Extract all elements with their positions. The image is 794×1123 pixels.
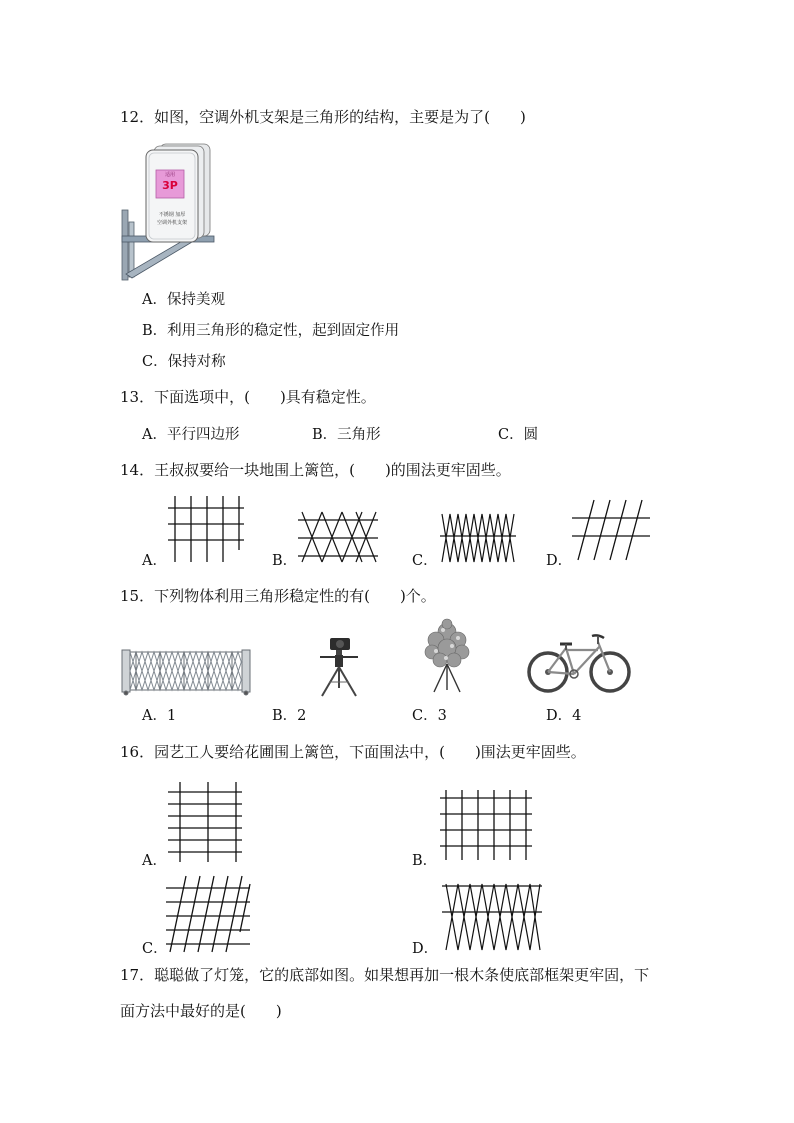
q14-stem: 14．王叔叔要给一块地围上篱笆，( )的围法更牢固些。 — [120, 461, 511, 479]
retractable-gate-image — [120, 642, 252, 696]
ac-badge-main-text: 3P — [162, 179, 178, 192]
q16-option-a: A． — [142, 853, 167, 869]
q15-stem: 15．下列物体利用三角形稳定性的有( )个。 — [120, 587, 436, 605]
q15-option-d: D．4 — [546, 708, 582, 724]
q14-fence-b-cross-triangles — [296, 506, 380, 566]
q16-fence-b-square-grid — [438, 788, 534, 862]
ac-caption-line2: 空调外机支架 — [156, 220, 187, 226]
q14-option-d: D． — [546, 553, 573, 569]
q12-option-c: C．保持对称 — [142, 354, 226, 370]
q15-option-b: B．2 — [272, 708, 307, 724]
q16-stem: 16．园艺工人要给花圃围上篱笆，下面围法中，( )围法更牢固些。 — [120, 743, 586, 761]
q16-option-b: B． — [412, 853, 438, 869]
ac-bracket-image — [120, 140, 220, 282]
flower-stand-image — [422, 618, 472, 694]
q12-stem: 12．如图，空调外机支架是三角形的结构，主要是为了( ) — [120, 108, 526, 126]
q15-option-c: C．3 — [412, 708, 447, 724]
q16-fence-a-horizontal-slats — [164, 780, 246, 864]
q12-option-a: A．保持美观 — [142, 292, 225, 308]
q12-option-b: B．利用三角形的稳定性，起到固定作用 — [142, 323, 400, 339]
bicycle-image — [526, 630, 632, 696]
q13-option-b: B．三角形 — [312, 427, 381, 443]
q16-option-d: D． — [412, 941, 439, 957]
q17-stem-line2: 面方法中最好的是( ) — [120, 1002, 282, 1020]
q13-option-a: A．平行四边形 — [142, 427, 240, 443]
q13-option-c: C．圆 — [498, 427, 539, 443]
q16-fence-d-triangle-lattice — [440, 878, 544, 954]
q14-option-a: A． — [142, 553, 167, 569]
q14-fence-c-zigzag — [438, 510, 518, 566]
q13-stem: 13．下面选项中，( )具有稳定性。 — [120, 388, 376, 406]
q14-fence-d-slanted-grid — [570, 498, 652, 562]
q16-option-c: C． — [142, 941, 168, 957]
q17-stem-line1: 17．聪聪做了灯笼，它的底部如图。如果想再加一根木条使底部框架更牢固，下 — [120, 966, 650, 984]
q14-option-c: C． — [412, 553, 438, 569]
ac-badge-top-text: 适用 — [164, 172, 175, 178]
q14-fence-a-square-grid — [165, 494, 247, 564]
q15-option-a: A．1 — [142, 708, 177, 724]
ac-caption-line1: 不锈钢 加厚 — [158, 212, 186, 218]
q14-option-b: B． — [272, 553, 298, 569]
q16-fence-c-slanted-grid — [164, 874, 252, 954]
tripod-camera-image — [314, 636, 364, 698]
